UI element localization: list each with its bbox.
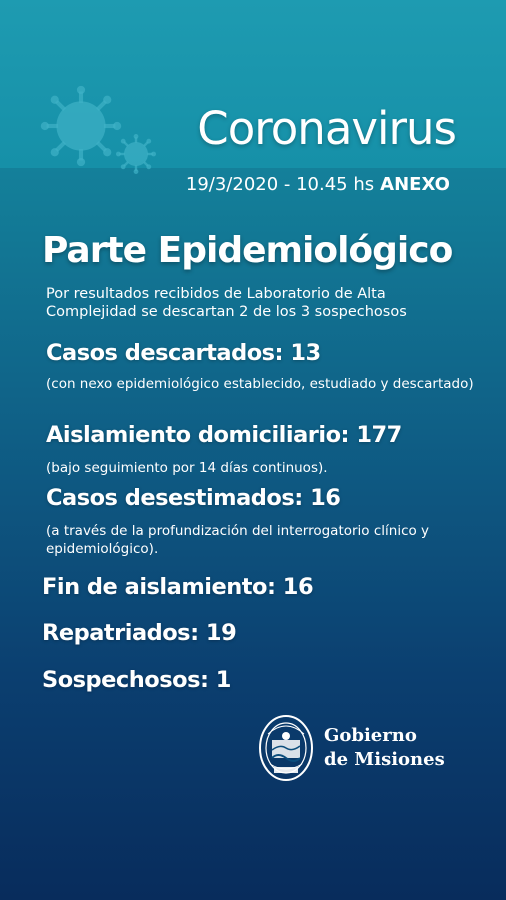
report-intro: Por resultados recibidos de Laboratorio de Alta Complejidad se descartan 2 de los 3 sospechosos [46, 286, 407, 320]
annex-tag: ANEXO [380, 174, 450, 195]
stat-discarded: Casos descartados: 13 [46, 340, 321, 366]
stat-dismissed-note: (a través de la profundización del interrogatorio clínico y epidemiológico). [46, 523, 430, 557]
stat-suspected: Sospechosos: 1 [42, 667, 231, 693]
page-title: Coronavirus [197, 102, 456, 155]
stat-home-isolation: Aislamiento domiciliario: 177 [46, 422, 402, 448]
government-name [324, 724, 445, 772]
stat-home-isolation-note: (bajo seguimiento por 14 días continuos). [46, 460, 328, 476]
date-line [186, 174, 450, 195]
stat-dismissed: Casos desestimados: 16 [46, 485, 341, 511]
report-heading: Parte Epidemiológico [42, 230, 453, 271]
virus-icon [40, 85, 122, 167]
gov-line-1: Gobierno [324, 725, 417, 746]
stat-repatriated: Repatriados: 19 [42, 620, 237, 646]
stat-end-isolation: Fin de aislamiento: 16 [42, 574, 314, 600]
gov-line-2: de Misiones [324, 749, 445, 770]
stat-discarded-note: (con nexo epidemiológico establecido, estudiado y descartado) [46, 376, 474, 392]
report-date: 19/3/2020 - 10.45 hs [185, 174, 375, 195]
virus-icon [116, 134, 156, 174]
government-logo [258, 714, 445, 782]
seal-icon [258, 714, 314, 782]
